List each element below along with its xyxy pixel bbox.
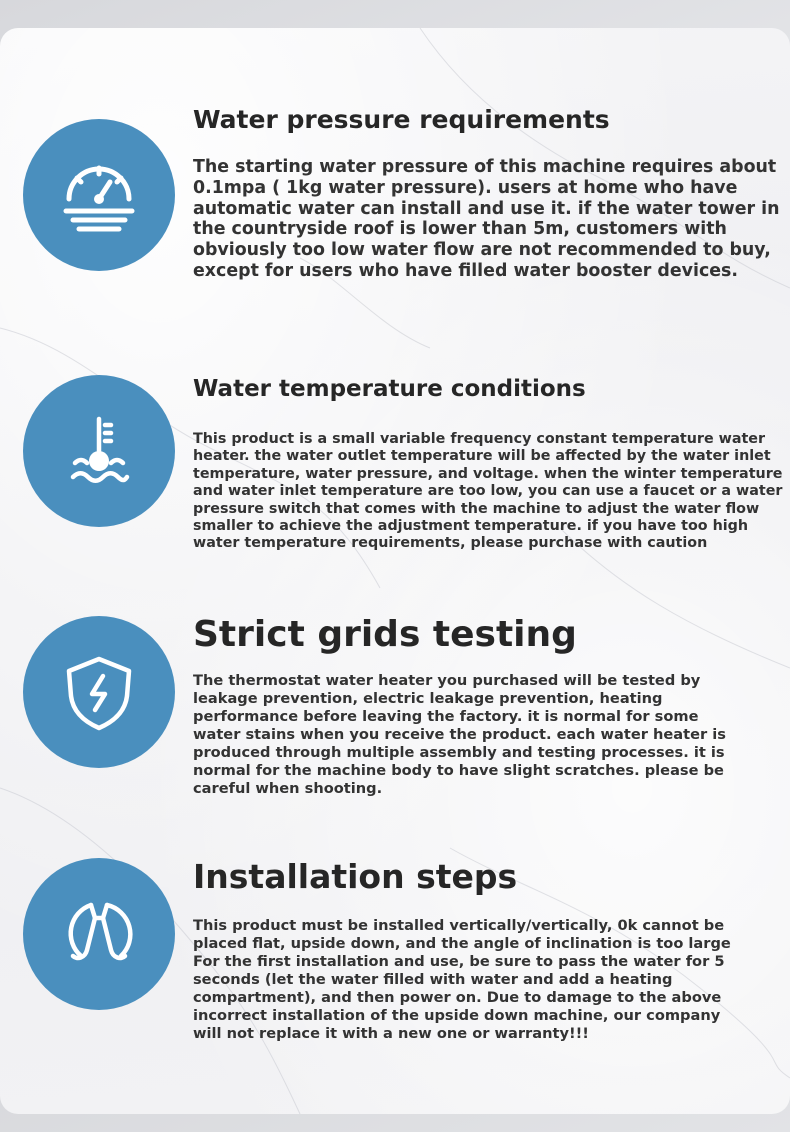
pressure-gauge-icon-circle bbox=[23, 119, 175, 271]
shield-bolt-icon-circle bbox=[23, 616, 175, 768]
section-title: Installation steps bbox=[193, 857, 518, 896]
section-title: Water pressure requirements bbox=[193, 105, 610, 134]
section-title: Strict grids testing bbox=[193, 614, 577, 655]
wrench-icon bbox=[59, 894, 139, 974]
thermometer-icon-circle bbox=[23, 375, 175, 527]
section-body: This product must be installed vertically/vertically, 0k cannot be placed flat, upside down, and the angle of inclination is too large For the first installation and use, be sure to pass the water for 5 seconds (let the water filled with water and add a heating compartment), and then power on. Due to damage to the above incorrect installation of the upside down machine, our company will not replace it with a new one or warranty!!! bbox=[193, 917, 731, 1042]
content-card bbox=[0, 28, 790, 1114]
section-body: The thermostat water heater you purchased will be tested by leakage prevention, electric leakage prevention, heating performance before leaving the factory. it is normal for some water stains when you receive the product. each water heater is produced through multiple assembly and testing processes. it is normal for the machine body to have slight scratches. please be careful when shooting. bbox=[193, 672, 726, 797]
wrench-icon-circle bbox=[23, 858, 175, 1010]
section-body: The starting water pressure of this machine requires about 0.1mpa ( 1kg water pressure). users at home who have automatic water can install and use it. if the water tower in the countryside roof is lower than 5m, customers with obviously too low water flow are not recommended to buy, except for users who have filled water booster devices. bbox=[193, 157, 780, 281]
pressure-gauge-icon bbox=[59, 155, 139, 235]
thermometer-icon bbox=[59, 411, 139, 491]
section-body: This product is a small variable frequency constant temperature water heater. the water outlet temperature will be affected by the water inlet temperature, water pressure, and voltage. when the winter temperature and water inlet temperature are too low, you can use a faucet or a water pressure switch that comes with the machine to adjust the water flow smaller to achieve the adjustment temperature. if you have too high water temperature requirements, please purchase with caution bbox=[193, 431, 783, 552]
section-title: Water temperature conditions bbox=[193, 376, 586, 402]
shield-bolt-icon bbox=[59, 652, 139, 732]
